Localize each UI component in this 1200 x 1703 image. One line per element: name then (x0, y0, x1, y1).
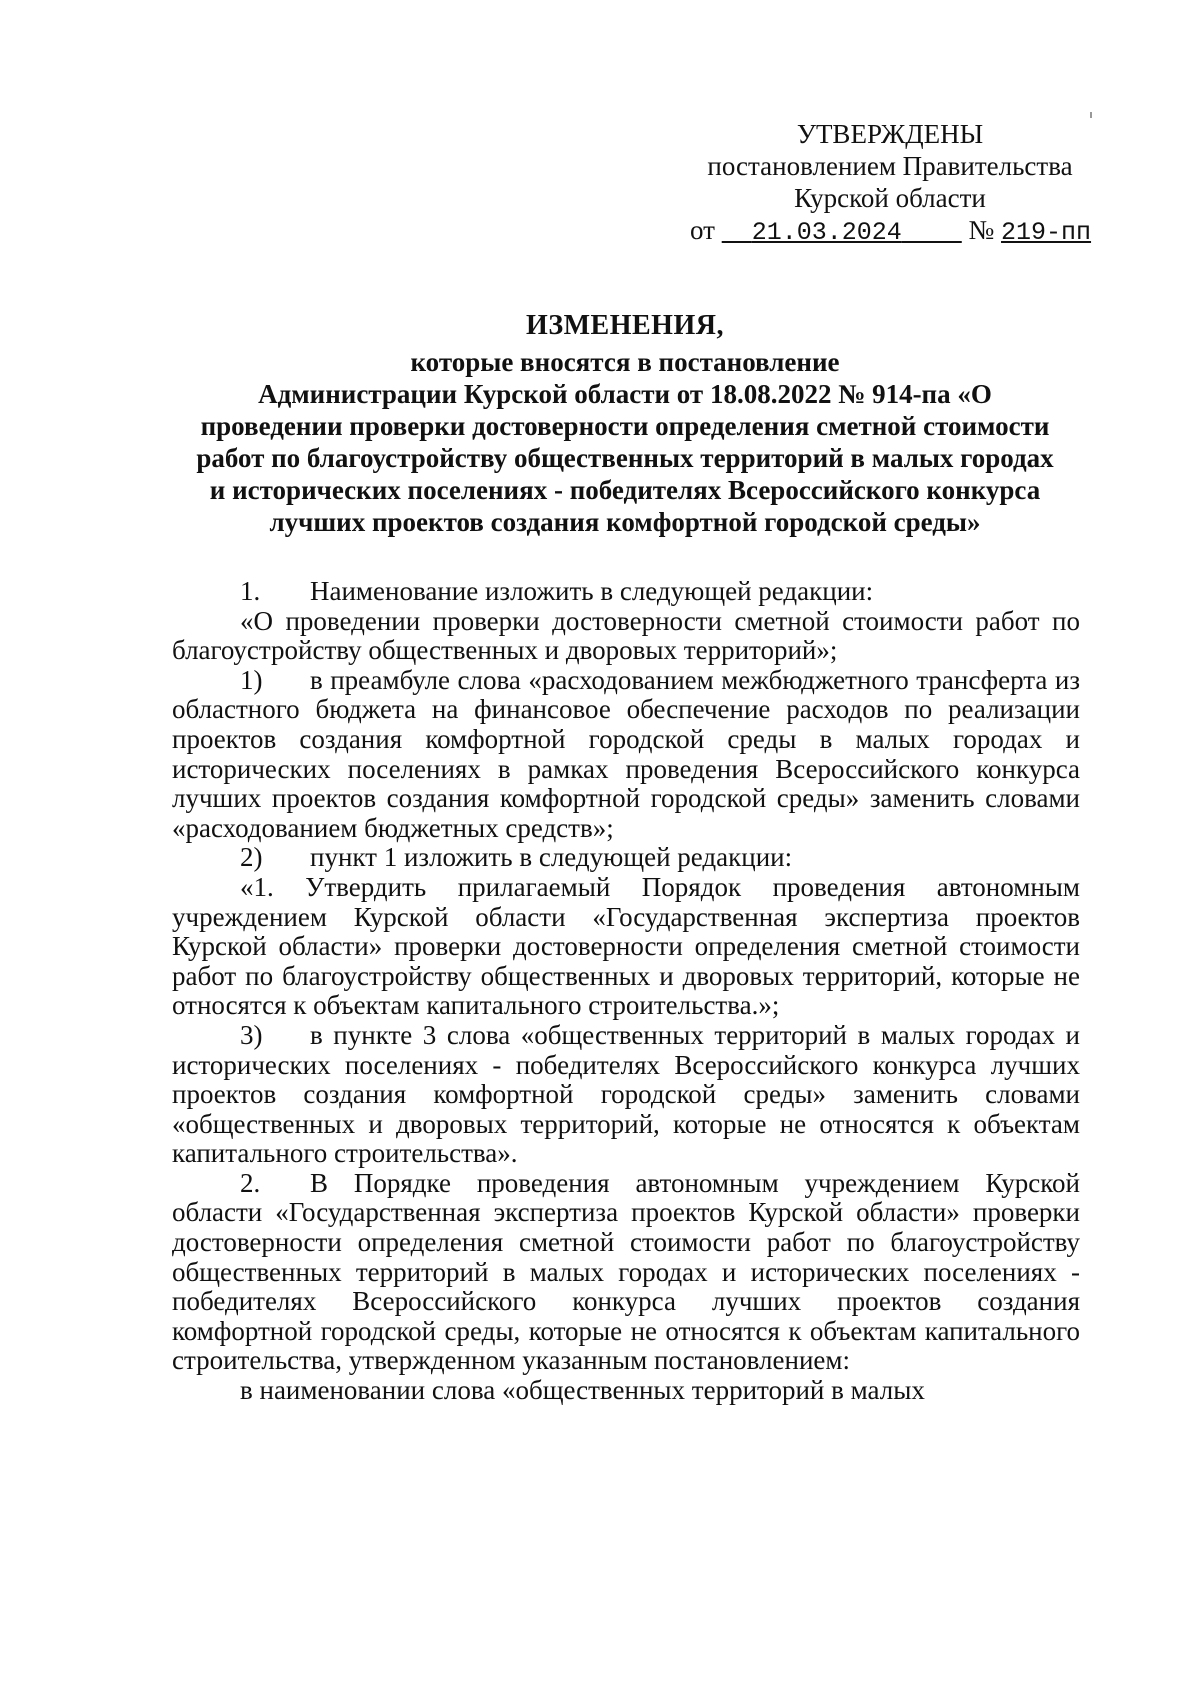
document-body (172, 577, 1080, 1406)
approval-date-line (690, 214, 1090, 249)
approval-date: 21.03.2024 (751, 218, 902, 247)
paragraph-3 (172, 666, 1080, 844)
paragraph-5: «1. Утвердить прилагаемый Порядок проведения автономным учреждением Курской области «Государственная экспертиза проектов Курской области» проверки достоверности определения сметной стоимости работ по благоустройству общественных и дворовых территорий, которые не относятся к объектам капитального строительства.»; (172, 871, 1080, 1021)
approval-heading: УТВЕРЖДЕНЫ (796, 119, 984, 149)
paragraph-2: «О проведении проверки достоверности сметной стоимости работ по благоустройству общественных и дворовых территорий»; (172, 605, 1080, 666)
title-line-4: работ по благоустройству общественных территорий в малых городах (196, 443, 1054, 473)
document-title: ИЗМЕНЕНИЯ, (526, 310, 724, 341)
paragraph-7 (172, 1169, 1080, 1376)
item-number: 1) (240, 664, 263, 695)
paragraph-4 (172, 843, 1080, 873)
approval-stamp-block (690, 118, 1090, 249)
number-prefix: № (968, 215, 995, 245)
approval-line-government: постановлением Правительства (707, 151, 1073, 181)
title-line-3: проведении проверки достоверности определения сметной стоимости (200, 411, 1050, 441)
paragraph-6 (172, 1021, 1080, 1169)
paragraph-text: в пункте 3 слова «общественных территорий в малых городах и исторических поселениях - победителях Всероссийского конкурса лучших проектов создания комфортной городской среды» заменить словами «общественных и дворовых территорий, которые не относятся к объектам капитального строительства». (172, 1019, 1080, 1169)
approval-number: 219-пп (1001, 218, 1092, 247)
title-line-6: лучших проектов создания комфортной городской среды» (269, 507, 981, 537)
paragraph-text: В Порядке проведения автономным учреждением Курской области «Государственная экспертиза проектов Курской области» проверки достоверности определения сметной стоимости работ по благоустройству общественных территорий в малых городах и исторических поселениях - победителях Всероссийского конкурса лучших проектов создания комфортной городской среды, которые не относятся к объектам капитального строительства, утвержденном указанным постановлением: (172, 1167, 1080, 1376)
item-number: 2. (240, 1167, 261, 1198)
date-prefix: от (690, 215, 715, 245)
paragraph-text: пункт 1 изложить в следующей редакции: (310, 842, 793, 873)
approval-line-region: Курской области (794, 183, 986, 213)
paragraph-text: Наименование изложить в следующей редакции: (310, 576, 874, 606)
document-title-block (160, 310, 1090, 538)
paragraph-text: в преамбуле слова «расходованием межбюджетного трансферта из областного бюджета на финансовое обеспечение расходов по реализации проектов создания комфортной городской среды в малых городах и исторических поселениях в рамках проведения Всероссийского конкурса лучших проектов создания комфортной городской среды» заменить словами «расходованием бюджетных средств»; (172, 664, 1080, 843)
item-number: 1. (240, 576, 261, 606)
item-number: 3) (240, 1019, 263, 1050)
title-line-5: и исторических поселениях - победителях Всероссийского конкурса (209, 475, 1041, 505)
scan-artifact (1090, 112, 1092, 118)
title-line-1: которые вносятся в постановление (410, 347, 840, 377)
paragraph-1 (172, 577, 1080, 607)
title-line-2: Администрации Курской области от 18.08.2022 № 914-па «О (258, 379, 992, 409)
paragraph-8: в наименовании слова «общественных территорий в малых (240, 1375, 925, 1406)
item-number: 2) (240, 842, 263, 873)
